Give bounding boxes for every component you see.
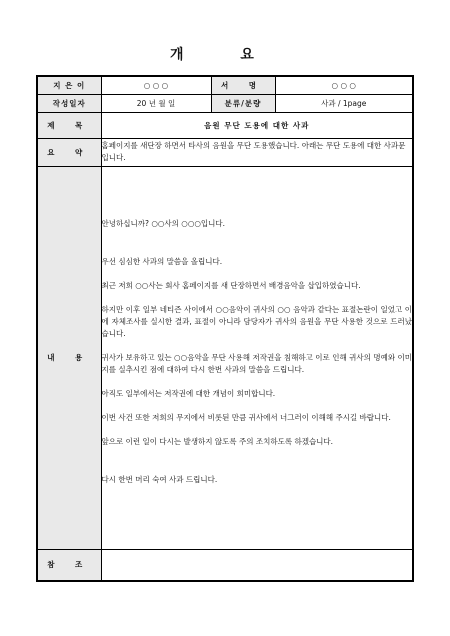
content-paragraph: 다시 한번 머리 숙여 사과 드립니다. <box>101 474 218 484</box>
summary-form-table <box>36 75 414 582</box>
content-label: 내 용 <box>37 166 101 549</box>
category-label: 분류/분량 <box>211 94 275 112</box>
reference-row <box>37 549 413 581</box>
signature-label: 서 명 <box>211 76 275 94</box>
date-value: 20 년 월 일 <box>101 94 211 112</box>
content-paragraph: 아직도 일부에서는 저작권에 대한 개념이 희미합니다. <box>101 388 276 398</box>
author-label: 지 은 이 <box>37 76 101 94</box>
content-paragraph: 안녕하십니까? ○○사의 ○○○입니다. <box>101 218 226 228</box>
summary-row <box>37 138 413 166</box>
subject-row <box>37 112 413 138</box>
content-paragraph: 귀사가 보유하고 있는 ○○음악을 무단 사용해 저작권을 침해하고 이로 인해 귀사의 명예와 이미지를 실추시킨 점에 대하여 다시 한번 사과의 말씀을 드립니다. <box>101 352 412 374</box>
content-paragraph: 하지만 이후 일부 네티즌 사이에서 ○○음악이 귀사의 ○○ 음악과 같다는 표절논란이 일었고 이에 자체조사를 실시한 결과, 표절이 아니라 담당자가 귀사의 음원을 무단 사용한 것으로 드러났습니다. <box>101 304 412 338</box>
signature-value: ○ ○ ○ <box>275 76 413 94</box>
content-paragraph: 최근 저희 ○○사는 회사 홈페이지를 새 단장하면서 배경음악을 삽입하였습니다. <box>101 280 361 290</box>
document-title: 개 요 <box>170 47 280 63</box>
summary-value: 홈페이지를 새단장 하면서 타사의 음원을 무단 도용했습니다. 아래는 무단 도용에 대한 사과문입니다. <box>101 138 413 166</box>
content-body <box>101 166 413 549</box>
summary-label: 요 약 <box>37 138 101 166</box>
reference-value <box>101 549 413 581</box>
subject-value: 음원 무단 도용에 대한 사과 <box>101 112 413 138</box>
subject-label: 제 목 <box>37 112 101 138</box>
content-paragraph: 우선 심심한 사과의 말씀을 올립니다. <box>101 256 223 266</box>
content-paragraph: 앞으로 이런 일이 다시는 발생하지 않도록 주의 조치하도록 하겠습니다. <box>101 436 334 446</box>
category-value: 사과 / 1page <box>275 94 413 112</box>
content-row <box>37 166 413 549</box>
author-value: ○ ○ ○ <box>101 76 211 94</box>
reference-label: 참 조 <box>37 549 101 581</box>
content-paragraph: 이번 사건 또한 저희의 무지에서 비롯된 만큼 귀사에서 너그러이 이해해 주시길 바랍니다. <box>101 412 391 422</box>
date-label: 작성일자 <box>37 94 101 112</box>
date-row <box>37 94 413 112</box>
author-row <box>37 76 413 94</box>
